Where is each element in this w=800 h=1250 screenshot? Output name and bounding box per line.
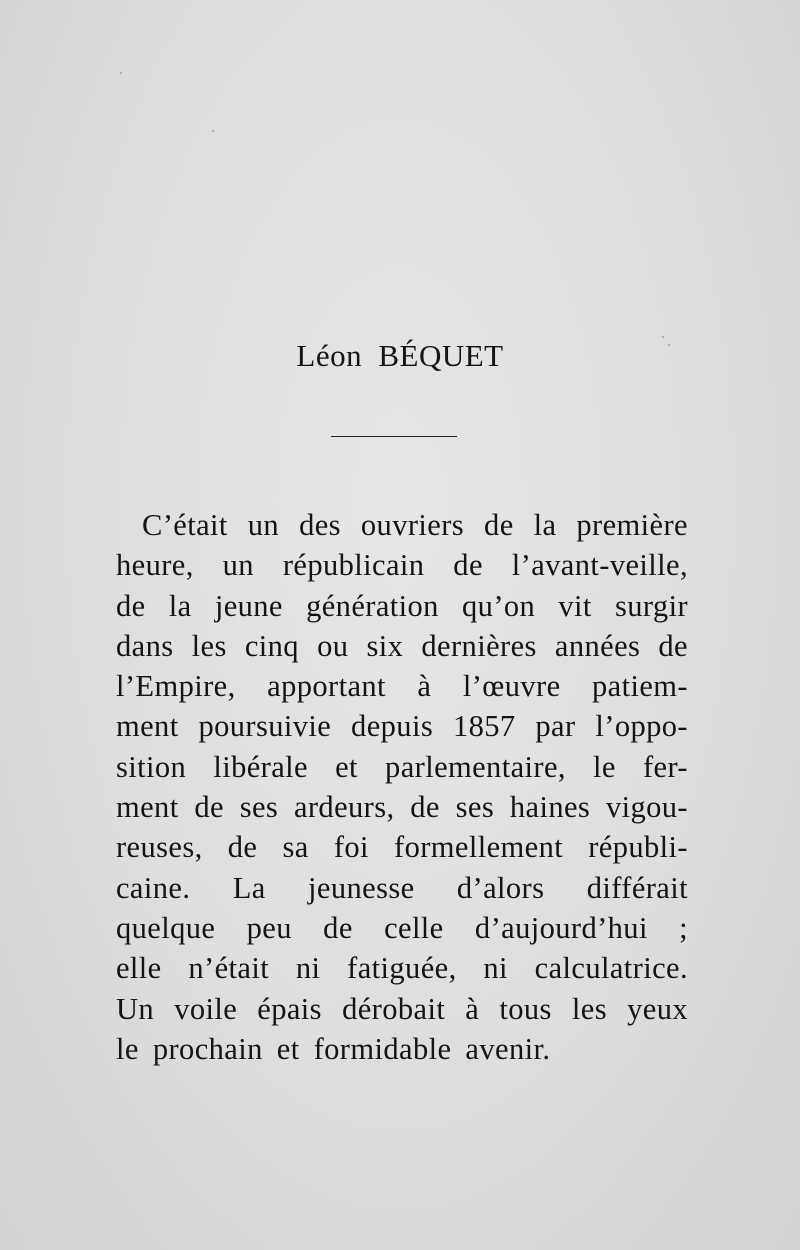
- paragraph-line: caine. La jeunesse d’alors différait: [116, 870, 688, 905]
- chapter-title: Léon BÉQUET: [296, 338, 504, 373]
- paragraph: [116, 505, 688, 1069]
- title-rule: [331, 436, 457, 437]
- paragraph-line: ment de ses ardeurs, de ses haines vigou-: [116, 790, 688, 825]
- paragraph-line: dans les cinq ou six dernières années de: [116, 628, 688, 663]
- paragraph-line: C’était un des ouvriers de la première: [142, 508, 688, 542]
- paragraph-line: sition libérale et parlementaire, le fer-: [116, 749, 688, 784]
- paragraph-line: heure, un républicain de l’avant-veille,: [116, 548, 688, 583]
- paper-speck: [668, 344, 670, 346]
- paragraph-line: le prochain et formidable avenir.: [116, 1031, 551, 1066]
- paragraph-line: l’Empire, apportant à l’œuvre patiem-: [116, 669, 688, 704]
- paper-speck: [212, 130, 214, 132]
- paragraph-line: elle n’était ni fatiguée, ni calculatrice.: [116, 951, 688, 986]
- paragraph-line: Un voile épais dérobait à tous les yeux: [116, 991, 688, 1026]
- paragraph-line: reuses, de sa foi formellement républi-: [116, 830, 688, 865]
- paragraph-line: de la jeune génération qu’on vit surgir: [116, 588, 688, 623]
- paragraph-line: ment poursuivie depuis 1857 par l’oppo-: [116, 709, 688, 744]
- paragraph-line: quelque peu de celle d’aujourd’hui ;: [116, 910, 688, 945]
- paper-speck: [120, 72, 122, 74]
- paper-speck: [662, 336, 664, 338]
